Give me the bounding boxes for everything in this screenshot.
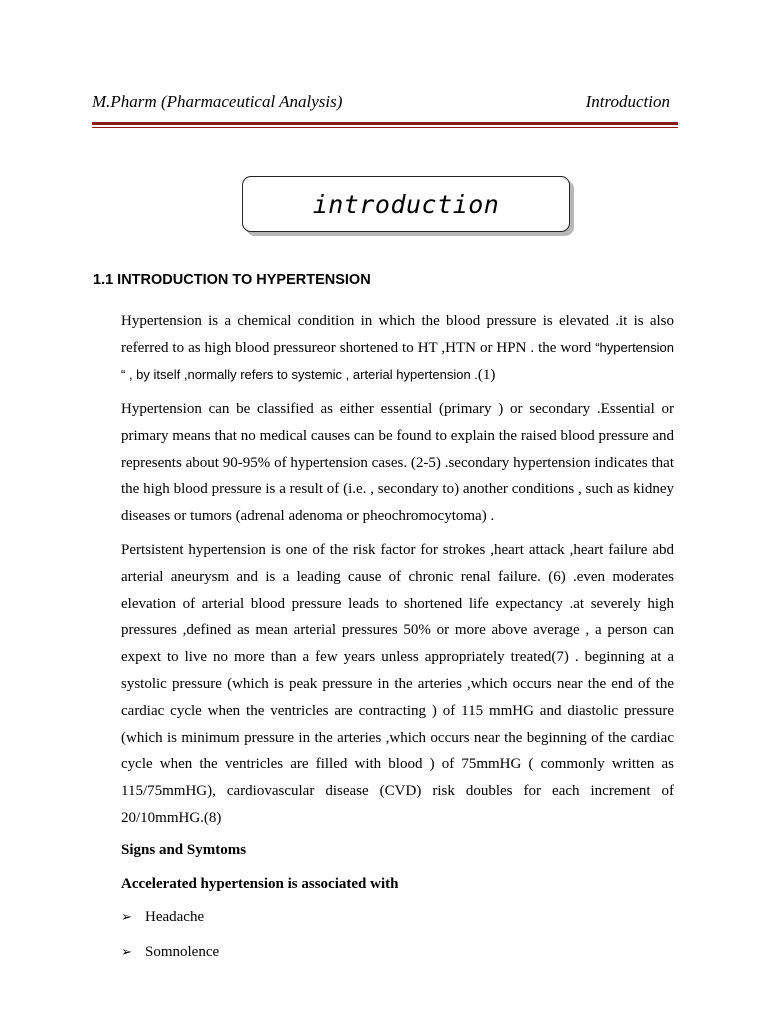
signs-heading: Signs and Symtoms: [121, 842, 247, 858]
paragraph-1: [121, 308, 674, 388]
paragraph-3: Pertsistent hypertension is one of the risk factor for strokes ,heart attack ,heart failure abd arterial aneurysm and is a leading cause of chronic renal failure. (6) .even moderates elevation of arterial blood pressure leads to shortened life expectancy .at severely high pressures ,defined as mean arterial pressures 50% or more above average , a person can expext to live no more than a few years unless appropriately treated(7) . beginning at a systolic pressure (which is peak pressure in the arteries ,which occurs near the end of the cardiac cycle when the ventricles are contracting ) of 115 mmHG and diastolic pressure (which is minimum pressure in the arteries ,which occurs near the beginning of the cardiac cycle when the ventricles are filled with blood ) of 75mmHG ( commonly written as 115/75mmHG), cardiovascular disease (CVD) risk doubles for each increment of 20/10mmHG.(8): [121, 542, 674, 826]
arrowhead-bullet-icon: ➢: [121, 910, 132, 925]
chapter-title: introduction: [312, 189, 500, 219]
paragraph-2: Hypertension can be classified as either essential (primary ) or secondary .Essential or primary means that no medical causes can be found to explain the raised blood pressure and represents about 90-95% of hypertension cases. (2-5) .secondary hypertension indicates that the high blood pressure is a result of (i.e. , secondary to) another conditions , such as kidney diseases or tumors (adrenal adenoma or pheochromocytoma) .: [121, 401, 674, 525]
header-chapter-title: Introduction: [585, 92, 670, 111]
list-item: [121, 944, 219, 961]
header-rule-thin: [92, 127, 678, 128]
paragraph-1-text: Hypertension is a chemical condition in which the blood pressure is elevated .it is also referred to as high blood pressureor shortened to HT ,HTN or HPN . the word: [121, 313, 674, 356]
paragraph-1-citation: (1): [477, 366, 496, 383]
arrowhead-bullet-icon: ➢: [121, 945, 132, 960]
section-heading: 1.1 INTRODUCTION TO HYPERTENSION: [93, 272, 371, 288]
paragraph-1-quote: “hypertension “ , by itself ,normally refers to systemic , arterial hypertension .: [121, 339, 674, 382]
list-item-label: Somnolence: [145, 944, 220, 960]
running-header: [92, 92, 670, 116]
header-rule-thick: [92, 122, 678, 125]
list-item: [121, 909, 204, 926]
chapter-title-box: [242, 176, 570, 232]
list-item-label: Headache: [145, 909, 205, 925]
accelerated-heading: Accelerated hypertension is associated with: [121, 876, 399, 892]
header-course-title: M.Pharm (Pharmaceutical Analysis): [92, 92, 343, 111]
